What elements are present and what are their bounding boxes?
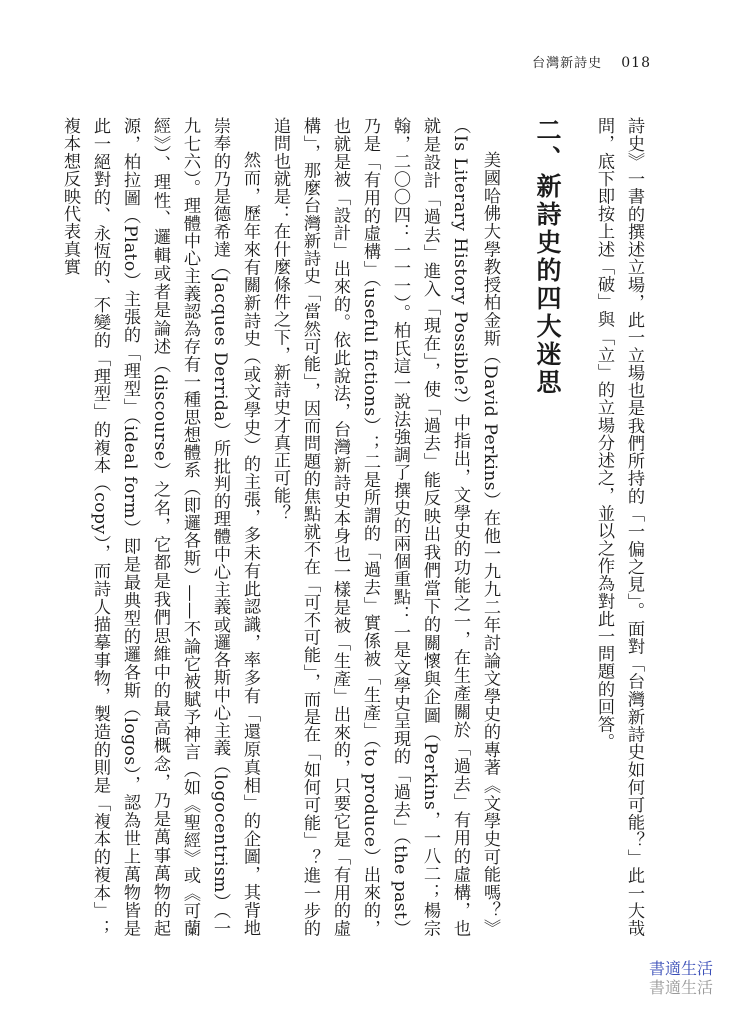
publisher-watermark [649,959,713,997]
running-header [532,52,651,71]
paragraph-1: 美國哈佛大學教授柏金斯（David Perkins）在他一九九二年討論文學史的專著《文學史可能嗎？》（Is Literary History Possible?）中指出，文學史的功能之一，在生產關於「過去」有用的虛構，也就是設計「過去」進入「現在」，使「過去」能反映出我們當下的關懷與企圖（Perkins，一八二；楊宗翰，二〇〇四：一一一）。柏氏這一說法強調了撰史的兩個重點：一是文學史呈現的「過去」（the past）乃是「有用的虛構」（useful fictions）；二是所謂的「過去」實係被「生產」（to produce）出來的，也就是被「設計」出來的。依此說法，台灣新詩史本身也一樣是被「生產」出來的，只要它是「有用的虛構」，那麼台灣新詩史「當然可能」，因而問題的焦點就不在「可不可能」，而是在「如何可能」？進一步的追問也就是：在什麼條件之下，新詩史才真正可能？ [270,117,500,937]
watermark-line-2: 書適生活 [648,978,713,997]
vertical-text-block [60,117,649,937]
paragraph-2: 然而，歷年來有關新詩史（或文學史）的主張，多未有此認識，率多有「還原真相」的企圖，其背地崇奉的乃是德希達（Jacques Derrida）所批判的理體中心主義或邏各斯中心主義（logocentrism）（一九七六）。理體中心主義認為存有一種思想體系（即邏各斯）——不論它被賦予神言（如《聖經》或《可蘭經》）、理性、邏輯或者是論述（discourse）之名，它都是我們思維中的最高概念，乃是萬事萬物的起源，柏拉圖（Plato）主張的「理型」（ideal form）即是最典型的邏各斯（logos），認為世上萬物皆是此一絕對的、永恆的、不變的「理型」的複本（copy），而詩人描摹事物，製造的則是「複本的複本」；複本想反映代表真實 [60,117,260,937]
watermark-line-1: 書適生活 [648,959,713,978]
book-title: 台灣新詩史 [532,56,603,71]
section-heading: 二、新詩史的四大迷思 [533,117,562,397]
intro-paragraph: 詩史》一書的撰述立場，此一立場也是我們所持的「一偏之見」。面對「台灣新詩史如何可能？」此一大哉問，底下即按上述「破」與「立」的立場分述之，並以之作為對此一問題的回答。 [594,117,644,937]
page-number: 018 [621,55,651,71]
